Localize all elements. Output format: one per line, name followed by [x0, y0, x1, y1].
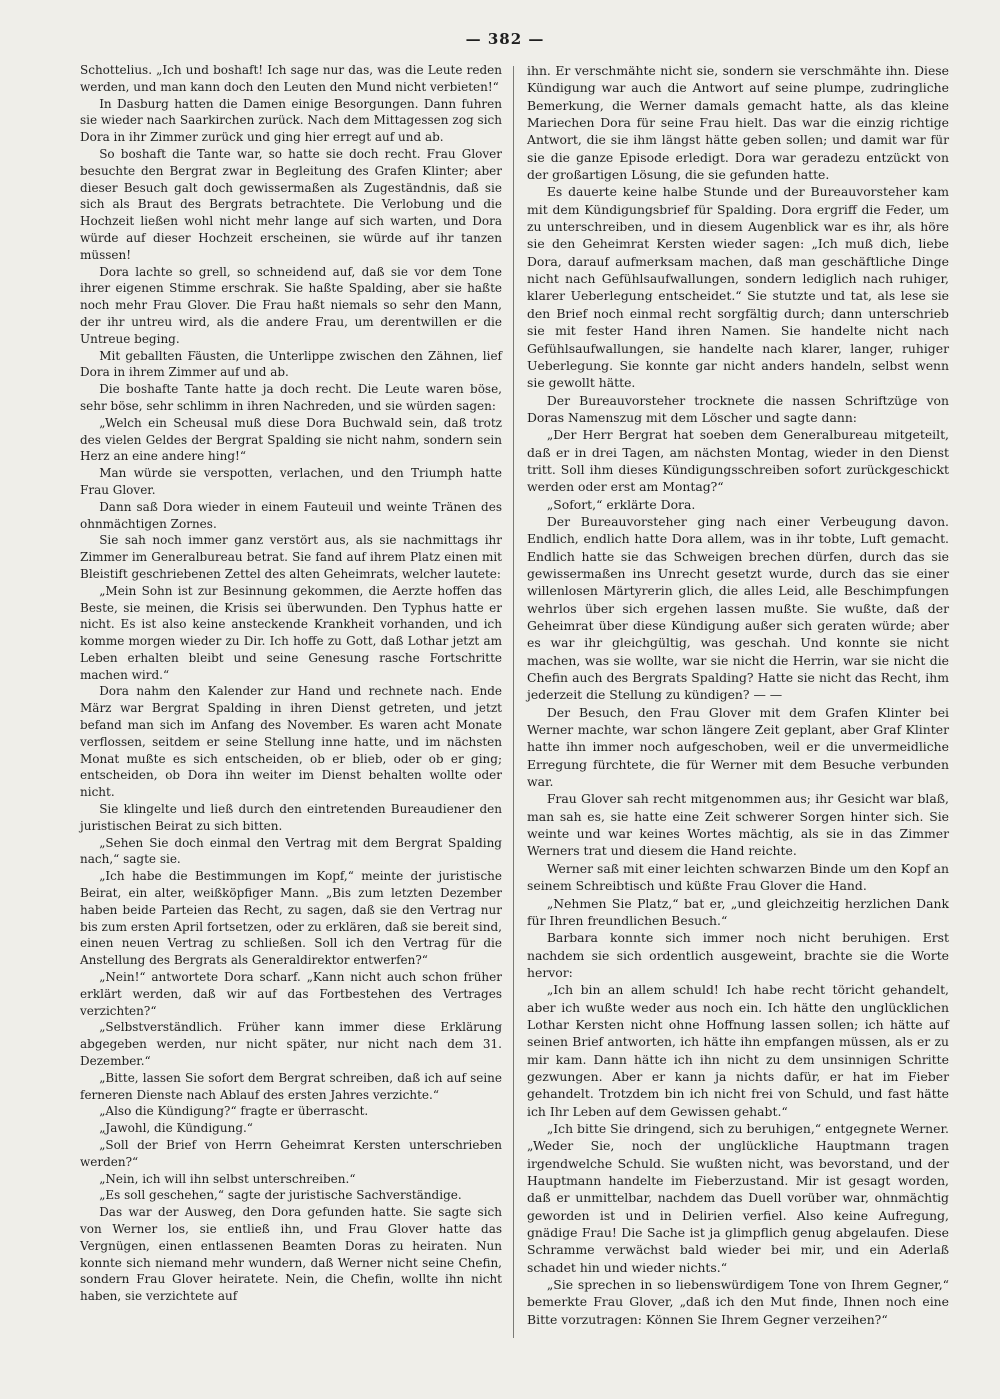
paragraph: „Jawohl, die Kündigung.“	[99, 1121, 253, 1136]
paragraph: Frau Glover sah recht mitgenommen aus; ihr Gesicht war blaß, man sah es, sie hatte eine Zeit schwerer Sorgen hinter sich. Sie weinte und war keines Wortes mächtig, als sie in das Zimmer Werners trat und diesem die Hand reichte.	[527, 791, 949, 859]
paragraph: Das war der Ausweg, den Dora gefunden hatte. Sie sagte sich von Werner los, sie entließ ihn, und Frau Glover hatte das Vergnügen, einen entlassenen Beamten Doras zu heiraten. Nun konnte sich niemand mehr wundern, daß Werner nicht seine Chefin, sondern Frau Glover heiratete. Nein, die Chefin, wollte ihn nicht haben, sie verzichtete auf	[80, 1205, 502, 1304]
paragraph: Es dauerte keine halbe Stunde und der Bureauvorsteher kam mit dem Kündigungsbrief für Spalding. Dora ergriff die Feder, um zu unterschreiben, und in diesem Augenblick war es ihr, als höre sie den Geheimrat Kersten wieder sagen: „Ich muß dich, liebe Dora, darauf aufmerksam machen, daß man geschäftliche Dinge nicht nach Gefühlsaufwallungen, sondern lediglich nach ruhiger, klarer Ueberlegung entscheidet.“ Sie stutzte und tat, als lese sie den Brief noch einmal recht sorgfältig durch; dann unterschrieb sie mit fester Hand ihren Namen. Sie handelte nicht nach Gefühlsaufwallungen, sie handelte nach klarer, langer, ruhiger Ueberlegung. Sie konnte gar nicht anders handeln, selbst wenn sie gewollt hätte.	[527, 184, 949, 391]
paragraph: Schottelius. „Ich und boshaft! Ich sage nur das, was die Leute reden werden, und man kann doch den Leuten den Mund nicht verbieten!“	[80, 63, 502, 94]
paragraph: Der Bureauvorsteher trocknete die nassen Schriftzüge von Doras Namenszug mit dem Löscher und sagte dann:	[527, 392, 949, 425]
paragraph: „Es soll geschehen,“ sagte der juristische Sachverständige.	[99, 1188, 462, 1203]
paragraph: In Dasburg hatten die Damen einige Besorgungen. Dann fuhren sie wieder nach Saarkirchen zurück. Nach dem Mittagessen zog sich Dora in ihr Zimmer zurück und ging hier erregt auf und ab.	[80, 96, 502, 145]
paragraph: „Nehmen Sie Platz,“ bat er, „und gleichzeitig herzlichen Dank für Ihren freundlichen Besuch.“	[527, 895, 949, 928]
paragraph: „Mein Sohn ist zur Besinnung gekommen, die Aerzte hoffen das Beste, sie meinen, die Krisis sei überwunden. Den Typhus hatte er nicht. Es ist also keine ansteckende Krankheit vorhanden, und ich komme morgen wieder zu Dir. Ich hoffe zu Gott, daß Lothar jetzt am Leben erhalten bleibt und seine Genesung rasche Fortschritte machen wird.“	[80, 583, 502, 682]
paragraph: „Selbstverständlich. Früher kann immer diese Erklärung abgegeben werden, nur nicht später, nur nicht nach dem 31. Dezember.“	[80, 1020, 502, 1069]
paragraph: „Der Herr Bergrat hat soeben dem Generalbureau mitgeteilt, daß er in drei Tagen, am nächsten Montag, wieder in den Dienst tritt. Soll ihm dieses Kündigungsschreiben sofort zurückgeschickt werden oder erst am Montag?“	[527, 427, 949, 495]
paragraph: Der Bureauvorsteher ging nach einer Verbeugung davon. Endlich, endlich hatte Dora allem, was in ihr tobte, Luft gemacht. Endlich hatte sie das Schweigen brechen dürfen, durch das sie gewissermaßen ins Unrecht gesetzt wurde, durch das sie einer willenlosen Märtyrerin glich, die alles Leid, alle Beschimpfungen wehrlos über sich ergehen lassen mußte. Sie wußte, daß der Geheimrat über diese Kündigung außer sich geraten würde; aber es war ihr gleichgültig, was geschah. Und konnte sie nicht machen, was sie wollte, war sie nicht die Herrin, war sie nicht die Chefin auch des Bergrats Spalding? Hatte sie nicht das Recht, ihm jederzeit die Stellung zu kündigen? — —	[527, 513, 949, 703]
paragraph: „Bitte, lassen Sie sofort dem Bergrat schreiben, daß ich auf seine ferneren Dienste nach Ablauf des ersten Jahres verzichte.“	[80, 1070, 502, 1102]
paragraph: „Soll der Brief von Herrn Geheimrat Kersten unterschrieben werden?“	[80, 1138, 502, 1169]
paragraph: Dann saß Dora wieder in einem Fauteuil und weinte Tränen des ohnmächtigen Zornes.	[80, 499, 502, 531]
paragraph: „Nein, ich will ihn selbst unterschreiben.“	[99, 1171, 356, 1186]
paragraph: Die boshafte Tante hatte ja doch recht. Die Leute waren böse, sehr böse, sehr schlimm in ihren Nachreden, und sie würden sagen:	[80, 382, 502, 413]
left-column	[80, 62, 502, 1305]
right-column	[527, 62, 949, 1328]
paragraph: Barbara konnte sich immer noch nicht beruhigen. Erst nachdem sie sich ordentlich ausgeweint, brachte sie die Worte hervor:	[527, 930, 949, 980]
page-number: — 382 —	[465, 30, 545, 48]
paragraph: „Welch ein Scheusal muß diese Dora Buchwald sein, daß trotz des vielen Geldes der Bergrat Spalding sie nicht nahm, sondern sein Herz an eine andere hing!“	[80, 415, 502, 464]
paragraph: Dora nahm den Kalender zur Hand und rechnete nach. Ende März war Bergrat Spalding in ihren Dienst getreten, und jetzt befand man sich im Anfang des November. Es waren acht Monate verflossen, seitdem er seine Stellung inne hatte, und im nächsten Monat mußte es sich entscheiden, ob er blieb, oder ob er ging; entscheiden, ob Dora ihn weiter im Dienst behalten wollte oder nicht.	[80, 684, 502, 800]
paragraph: „Also die Kündigung?“ fragte er überrascht.	[99, 1104, 369, 1119]
paragraph: Der Besuch, den Frau Glover mit dem Grafen Klinter bei Werner machte, war schon längere Zeit geplant, aber Graf Klinter hatte ihn immer noch aufgeschoben, weil er die unvermeidliche Erregung fürchtete, die für Werner mit dem Besuche verbunden war.	[527, 704, 949, 790]
paragraph: ihn. Er verschmähte nicht sie, sondern sie verschmähte ihn. Diese Kündigung war auch die Antwort auf seine plumpe, zudringliche Bemerkung, die Werner damals gemacht hatte, als das kleine Mariechen Dora für seine Frau hielt. Das war die einzig richtige Antwort, die sie ihm längst hätte geben sollen; und damit war für sie die ganze Episode erledigt. Dora war geradezu entzückt von der großartigen Lösung, die sie gefunden hatte.	[527, 63, 949, 183]
paragraph: „Sehen Sie doch einmal den Vertrag mit dem Bergrat Spalding nach,“ sagte sie.	[80, 835, 502, 867]
paragraph: „Nein!“ antwortete Dora scharf. „Kann nicht auch schon früher erklärt werden, daß wir auf das Fortbestehen des Vertrages verzichten?“	[80, 970, 502, 1018]
column-divider	[513, 66, 514, 1338]
paragraph: Werner saß mit einer leichten schwarzen Binde um den Kopf an seinem Schreibtisch und küßte Frau Glover die Hand.	[527, 860, 949, 894]
paragraph: Mit geballten Fäusten, die Unterlippe zwischen den Zähnen, lief Dora in ihrem Zimmer auf und ab.	[80, 348, 502, 380]
paragraph: So boshaft die Tante war, so hatte sie doch recht. Frau Glover besuchte den Bergrat zwar in Begleitung des Grafen Klinter; aber dieser Besuch galt doch gewissermaßen als Zugeständnis, daß sie sich als Braut des Bergrats betrachtete. Die Verlobung und die Hochzeit ließen wohl nicht mehr lange auf sich warten, und Dora würde auf dieser Hochzeit erscheinen, sie würde auf ihr tanzen müssen!	[80, 146, 502, 262]
paragraph: „Sie sprechen in so liebenswürdigem Tone von Ihrem Gegner,“ bemerkte Frau Glover, „daß ich den Mut finde, Ihnen noch eine Bitte vorzutragen: Können Sie Ihrem Gegner verzeihen?“	[527, 1277, 949, 1327]
paragraph: Dora lachte so grell, so schneidend auf, daß sie vor dem Tone ihrer eigenen Stimme erschrak. Sie haßte Spalding, aber sie haßte noch mehr Frau Glover. Die Frau haßt niemals so sehr den Mann, der ihr untreu wird, als die andere Frau, um derentwillen er die Untreue beging.	[80, 264, 502, 346]
paragraph: Sie sah noch immer ganz verstört aus, als sie nachmittags ihr Zimmer im Generalbureau betrat. Sie fand auf ihrem Platz einen mit Bleistift geschriebenen Zettel des alten Geheimrats, welcher lautete:	[80, 533, 502, 581]
paragraph: Sie klingelte und ließ durch den eintretenden Bureaudiener den juristischen Beirat zu sich bitten.	[80, 802, 502, 833]
paragraph: „Ich habe die Bestimmungen im Kopf,“ meinte der juristische Beirat, ein alter, weißköpfiger Mann. „Bis zum letzten Dezember haben beide Parteien das Recht, zu sagen, daß sie den Vertrag nur bis zum ersten April fortsetzen, oder zu erklären, daß sie bereit sind, einen neuen Vertrag zu schließen. Soll ich den Vertrag für die Anstellung des Bergrats als Generaldirektor entwerfen?“	[80, 869, 502, 968]
paragraph: „Ich bitte Sie dringend, sich zu beruhigen,“ entgegnete Werner. „Weder Sie, noch der unglückliche Hauptmann tragen irgendwelche Schuld. Sie wußten nicht, was bevorstand, und der Hauptmann handelte im Fieberzustand. Mir ist gesagt worden, daß er unmittelbar, nachdem das Duell vorüber war, ohnmächtig geworden ist und in Delirien verfiel. Also keine Aufregung, gnädige Frau! Die Sache ist ja glimpflich genug abgelaufen. Diese Schramme verwächst bald wieder bei mir, und ein Aderlaß schadet hin und wieder nichts.“	[527, 1120, 949, 1275]
paragraph: Man würde sie verspotten, verlachen, und den Triumph hatte Frau Glover.	[80, 466, 502, 497]
paragraph: „Sofort,“ erklärte Dora.	[546, 496, 696, 512]
paragraph: „Ich bin an allem schuld! Ich habe recht töricht gehandelt, aber ich wußte weder aus noch ein. Ich hätte den unglücklichen Lothar Kersten nicht ohne Hoffnung lassen sollen; ich hätte auf seinen Brief antworten, ich hätte ihn empfangen müssen, als er zu mir kam. Dann hätte ich ihn nicht zu dem unsinnigen Schritte gezwungen. Aber er kann ja nichts dafür, er hat im Fieber gehandelt. Trotzdem bin ich nicht frei von Schuld, und fast hätte ich Ihr Leben auf dem Gewissen gehabt.“	[527, 982, 949, 1119]
